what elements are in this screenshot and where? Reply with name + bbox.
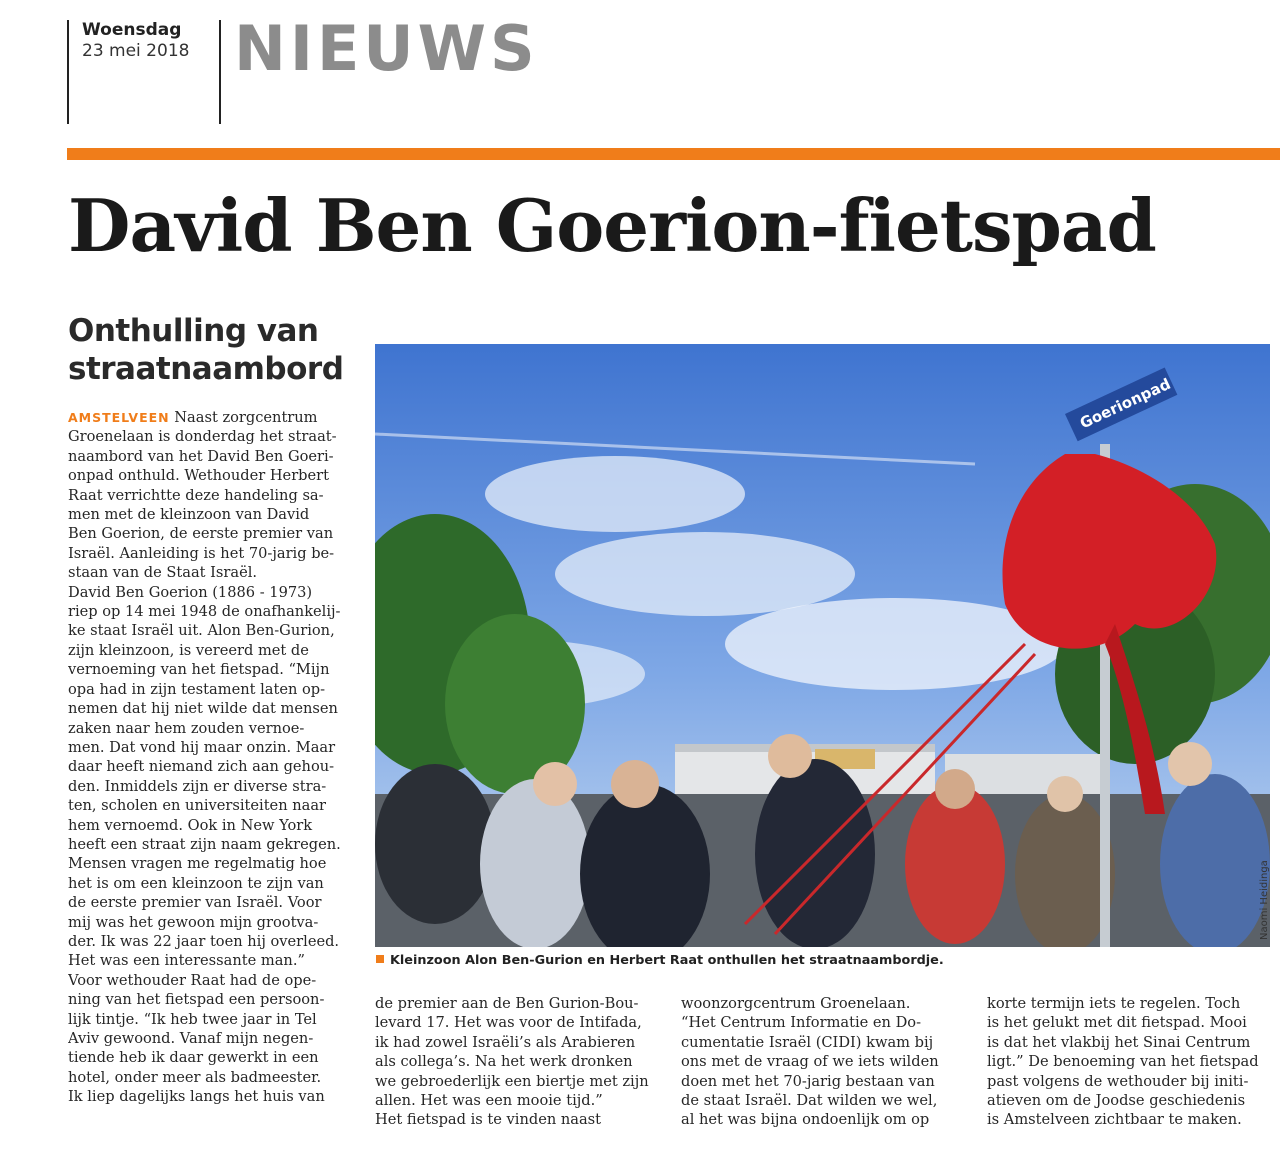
photo-credit: Naomi Heidinga xyxy=(1259,860,1270,940)
text-line: Israël. Aanleiding is het 70-jarig be- xyxy=(68,544,335,562)
text-line: korte termijn iets te regelen. Toch xyxy=(987,995,1241,1012)
subhead-line: straatnaambord xyxy=(68,351,344,387)
text-line: als collega’s. Na het werk dronken xyxy=(375,1053,633,1071)
text-line: ke staat Israël uit. Alon Ben-Gurion, xyxy=(68,622,335,640)
article-column-4 xyxy=(987,994,1272,1130)
section-accent-bar xyxy=(67,148,1280,160)
text-line: past volgens de wethouder bij initi- xyxy=(987,1072,1249,1090)
subhead-line: Onthulling van xyxy=(68,313,319,349)
masthead-rule-divider xyxy=(219,20,221,124)
article-photo xyxy=(375,344,1270,947)
text-line: staan van de Staat Israël. xyxy=(68,564,258,582)
text-line: ning van het fietspad een persoon- xyxy=(68,991,325,1009)
text-line: cumentatie Israël (CIDI) kwam bij xyxy=(681,1033,934,1051)
text-line: zijn kleinzoon, is vereerd met de xyxy=(68,641,309,659)
text-line: woonzorgcentrum Groenelaan. xyxy=(681,995,911,1012)
text-line: doen met het 70-jarig bestaan van xyxy=(681,1072,935,1090)
text-line: de staat Israël. Dat wilden we wel, xyxy=(681,1092,938,1110)
text-line: atieven om de Joodse geschiedenis xyxy=(987,1092,1246,1110)
text-line: Mensen vragen me regelmatig hoe xyxy=(68,855,327,873)
masthead-rule-left xyxy=(67,20,69,124)
text-line: lijk tintje. “Ik heb twee jaar in Tel xyxy=(68,1010,317,1028)
text-line: Ben Goerion, de eerste premier van xyxy=(68,525,334,543)
text-line: Het was een interessante man.” xyxy=(68,952,305,970)
masthead-date: 23 mei 2018 xyxy=(82,41,190,61)
text-line: den. Inmiddels zijn er diverse stra- xyxy=(68,777,327,795)
text-line: al het was bijna ondoenlijk om op xyxy=(681,1111,930,1129)
text-line: ons met de vraag of we iets wilden xyxy=(681,1053,939,1071)
text-line: is dat het vlakbij het Sinai Centrum xyxy=(987,1033,1251,1051)
text-line: Raat verrichtte deze handeling sa- xyxy=(68,486,324,504)
text-line: hotel, onder meer als badmeester. xyxy=(68,1068,322,1086)
text-line: men. Dat vond hij maar onzin. Maar xyxy=(68,738,336,756)
photo-caption xyxy=(376,953,944,968)
text-line: “Het Centrum Informatie en Do- xyxy=(681,1014,922,1032)
article-headline: David Ben Goerion-fietspad xyxy=(68,183,1156,268)
text-line: nemen dat hij niet wilde dat mensen xyxy=(68,700,338,718)
article-column-1 xyxy=(68,408,353,1107)
text-line: hem vernoemd. Ook in New York xyxy=(68,816,313,834)
section-title: NIEUWS xyxy=(234,12,539,85)
article-column-2 xyxy=(375,994,660,1130)
text-line: onpad onthuld. Wethouder Herbert xyxy=(68,467,329,485)
text-line: allen. Het was een mooie tijd.” xyxy=(375,1092,603,1110)
text-line: de eerste premier van Israël. Voor xyxy=(68,894,322,912)
text-line: men met de kleinzoon van David xyxy=(68,506,310,524)
text-line: tiende heb ik daar gewerkt in een xyxy=(68,1049,319,1067)
text-line: Ik liep dagelijks langs het huis van xyxy=(68,1088,325,1106)
text-line: de premier aan de Ben Gurion-Bou- xyxy=(375,995,639,1012)
text-line: is het gelukt met dit fietspad. Mooi xyxy=(987,1014,1247,1032)
text-line: levard 17. Het was voor de Intifada, xyxy=(375,1014,642,1032)
text-line xyxy=(68,408,353,427)
article-column-3 xyxy=(681,994,966,1130)
text-line: der. Ik was 22 jaar toen hij overleed. xyxy=(68,932,340,950)
text-line: riep op 14 mei 1948 de onafhankelij- xyxy=(68,603,341,621)
text-line: ten, scholen en universiteiten naar xyxy=(68,797,327,815)
text-line: daar heeft niemand zich aan gehou- xyxy=(68,758,335,776)
text-line: het is om een kleinzoon te zijn van xyxy=(68,874,324,892)
text-line: is Amstelveen zichtbaar te maken. xyxy=(987,1111,1242,1129)
photo-illustration xyxy=(375,344,1270,947)
text-line: naambord van het David Ben Goeri- xyxy=(68,447,334,465)
masthead-day: Woensdag xyxy=(82,20,182,40)
text-line: ligt.” De benoeming van het fietspad xyxy=(987,1053,1259,1071)
caption-text: Kleinzoon Alon Ben-Gurion en Herbert Raat onthullen het straatnaambordje. xyxy=(390,953,944,968)
caption-marker xyxy=(376,955,384,963)
text-line: Voor wethouder Raat had de ope- xyxy=(68,971,317,989)
text-line: Groenelaan is donderdag het straat- xyxy=(68,428,337,446)
text-line: heeft een straat zijn naam gekregen. xyxy=(68,835,341,853)
article-subhead xyxy=(68,312,368,388)
text-line: zaken naar hem zouden vernoe- xyxy=(68,719,305,737)
text-line-content: Naast zorgcentrum xyxy=(169,409,318,426)
text-line: Aviv gewoond. Vanaf mijn negen- xyxy=(68,1030,314,1047)
street-sign-text: Goerionpad xyxy=(1077,374,1174,433)
text-line: ik had zowel Israëli’s als Arabieren xyxy=(375,1033,636,1051)
text-line: mij was het gewoon mijn grootva- xyxy=(68,913,319,931)
text-line: we gebroederlijk een biertje met zijn xyxy=(375,1072,649,1090)
text-line: David Ben Goerion (1886 - 1973) xyxy=(68,583,313,601)
text-line: Het fietspad is te vinden naast xyxy=(375,1111,602,1129)
text-line: vernoeming van het fietspad. “Mijn xyxy=(68,661,330,679)
article-dateline: AMSTELVEEN xyxy=(68,410,170,425)
text-line: opa had in zijn testament laten op- xyxy=(68,680,326,698)
